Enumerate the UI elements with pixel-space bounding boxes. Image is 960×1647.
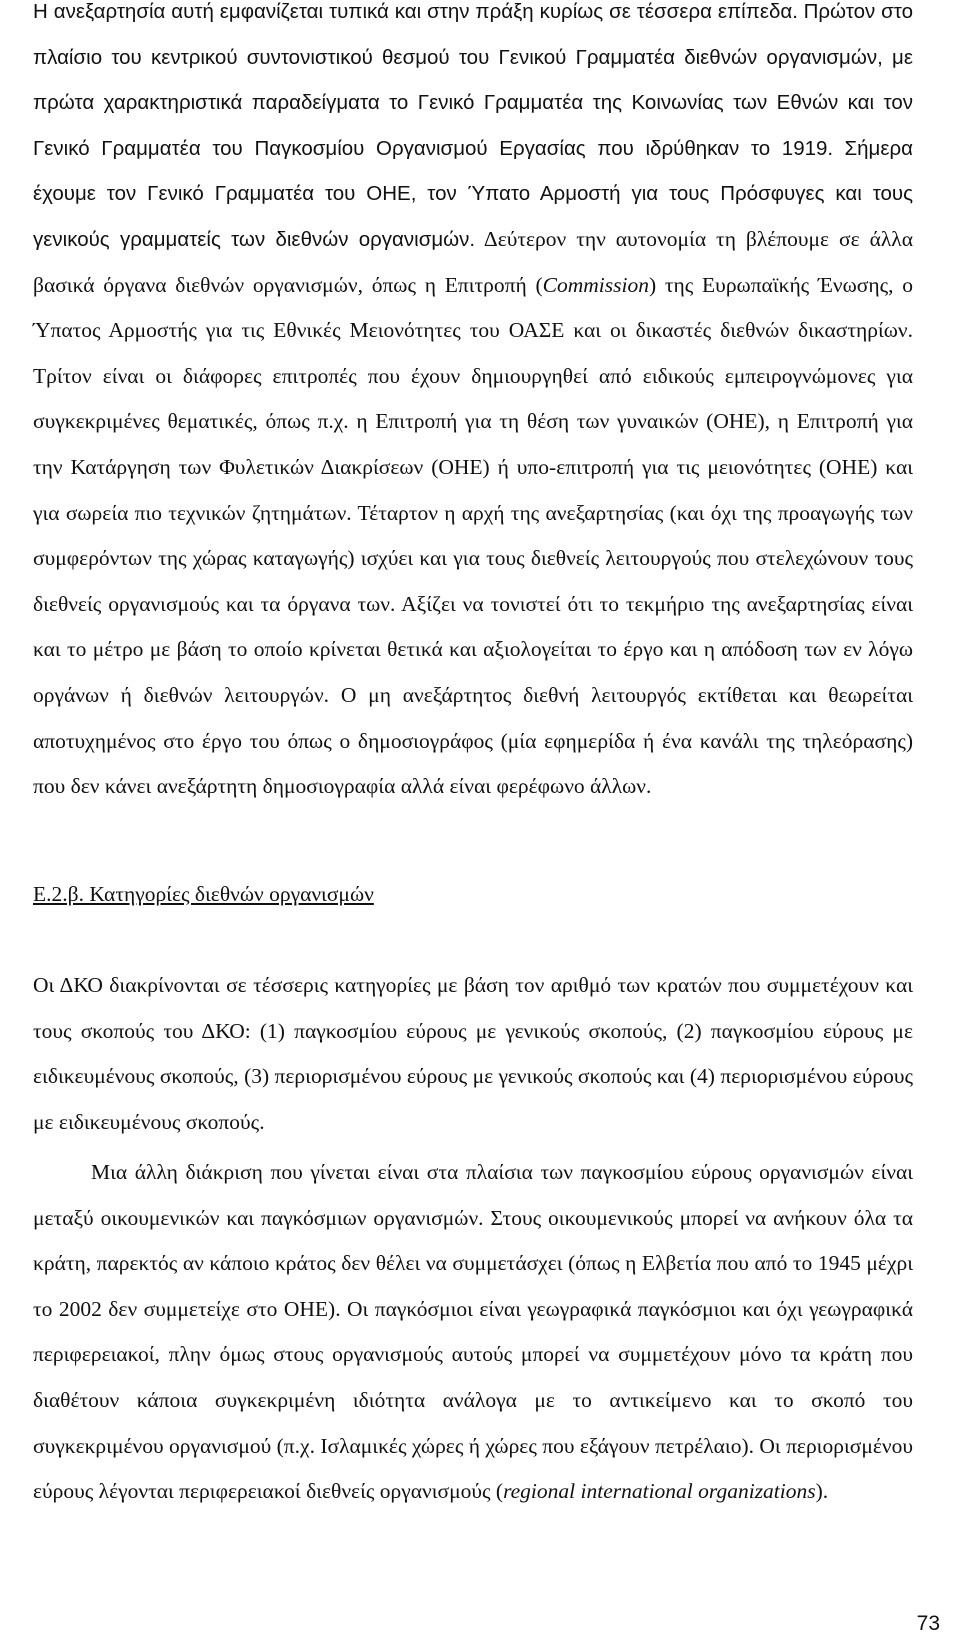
paragraph-text: Πρώτον στο πλαίσιο του κεντρικού συντονιστικού θεσμού του Γενικού Γραμματέα διεθνών οργανισμών, με πρώτα χαρακτηριστικά παραδείγματα το Γενικό Γραμματέα της Κοινωνίας των Εθνών και τον Γενικό Γραμματέα του Παγκοσμίου Οργανισμού Εργασίας που ιδρύθηκαν το 1919. xyxy=(33,0,914,160)
paragraph-distinction xyxy=(33,1150,913,1515)
italic-term: Commission xyxy=(542,272,649,297)
paragraph-text: ). xyxy=(815,1479,829,1504)
paragraph-text: ) της Ευρωπαϊκής Ένωσης, ο Ύπατος Αρμοστής για τις Εθνικές Μειονότητες του ΟΑΣΕ και οι δικαστές διεθνών δικαστηρίων. Τρίτον είναι οι διάφορες επιτροπές που έχουν δημιουργηθεί από ειδικούς εμπειρογνώμονες για συγκεκριμένες θεματικές, όπως π.χ. η Επιτροπή για τη θέση των γυναικών (ΟΗΕ), η Επιτροπή για την Κατάργηση των Φυλετικών Διακρίσεων (ΟΗΕ) ή υπο-επιτροπή για τις μειονότητες (ΟΗΕ) και για σωρεία πιο τεχνικών ζητημάτων. Τέταρτον η αρχή της ανεξαρτησίας (και όχι της προαγωγής των συμφερόντων της χώρας καταγωγής) ισχύει και για τους διεθνείς λειτουργούς που στελεχώνουν τους διεθνείς οργανισμούς και τα όργανα των. Αξίζει να τονιστεί ότι το τεκμήριο της ανεξαρτησίας είναι και το μέτρο με βάση το οποίο κρίνεται θετικά και αξιολογείται το έργο και η απόδοση των εν λόγω οργάνων ή διεθνών λειτουργών. Ο μη ανεξάρτητος διεθνή λειτουργός εκτίθεται και θεωρείται αποτυχημένος στο έργο του όπως ο δημοσιογράφος (μία εφημερίδα ή ένα κανάλι της τηλεόρασης) που δεν κάνει ανεξάρτητη δημοσιογραφία αλλά είναι φερέφωνο άλλων. xyxy=(33,272,913,799)
paragraph-text: Δεύτερον την αυτονομία τη βλέπουμε σε άλλα βασικά όργανα διεθνών οργανισμών, όπως η Επιτροπή ( xyxy=(33,226,913,297)
paragraph-text: Η ανεξαρτησία αυτή εμφανίζεται τυπικά και στην πράξη κυρίως σε τέσσερα επίπεδα. xyxy=(33,0,798,23)
paragraph-text: Μια άλλη διάκριση που γίνεται είναι στα πλαίσια των παγκοσμίου εύρους οργανισμών είναι μεταξύ οικουμενικών και παγκόσμιων οργανισμών. Στους οικουμενικούς μπορεί να ανήκουν όλα τα κράτη, παρεκτός αν κάποιο κράτος δεν θέλει να συμμετάσχει (όπως η Ελβετία που από το 1945 μέχρι το 2002 δεν συμμετείχε στο ΟΗΕ). Οι παγκόσμιοι είναι γεωγραφικά παγκόσμιοι και όχι γεωγραφικά περιφερειακοί, πλην όμως στους οργανισμούς αυτούς μπορεί να συμμετέχουν μόνο τα κράτη που διαθέτουν κάποια συγκεκριμένη ιδιότητα ανάλογα με το αντικείμενο και το σκοπό του συγκεκριμένου οργανισμού (π.χ. Ισλαμικές χώρες ή χώρες που εξάγουν πετρέλαιο). Οι περιορισμένου εύρους λέγονται περιφερειακοί διεθνείς οργανισμούς ( xyxy=(33,1160,913,1504)
section-heading: Ε.2.β. Κατηγορίες διεθνών οργανισμών xyxy=(33,882,374,906)
page-number: 73 xyxy=(916,1612,940,1635)
italic-term: regional international organizations xyxy=(503,1479,816,1504)
paragraph-categories: Οι ΔΚΟ διακρίνονται σε τέσσερις κατηγορίες με βάση τον αριθμό των κρατών που συμμετέχουν και τους σκοπούς του ΔΚΟ: (1) παγκοσμίου εύρους με γενικούς σκοπούς, (2) παγκοσμίου εύρους με ειδικευμένους σκοπούς, (3) περιορισμένου εύρους με γενικούς σκοπούς και (4) περιορισμένου εύρους με ειδικευμένους σκοπούς. xyxy=(33,973,913,1134)
paragraph-text: Σήμερα έχουμε τον Γενικό Γραμματέα του ΟΗΕ, τον Ύπατο Αρμοστή για τους Πρόσφυγες και τους γενικούς γραμματείς των διεθνών οργανισμών. xyxy=(33,136,913,251)
paragraph-independence xyxy=(33,0,913,810)
